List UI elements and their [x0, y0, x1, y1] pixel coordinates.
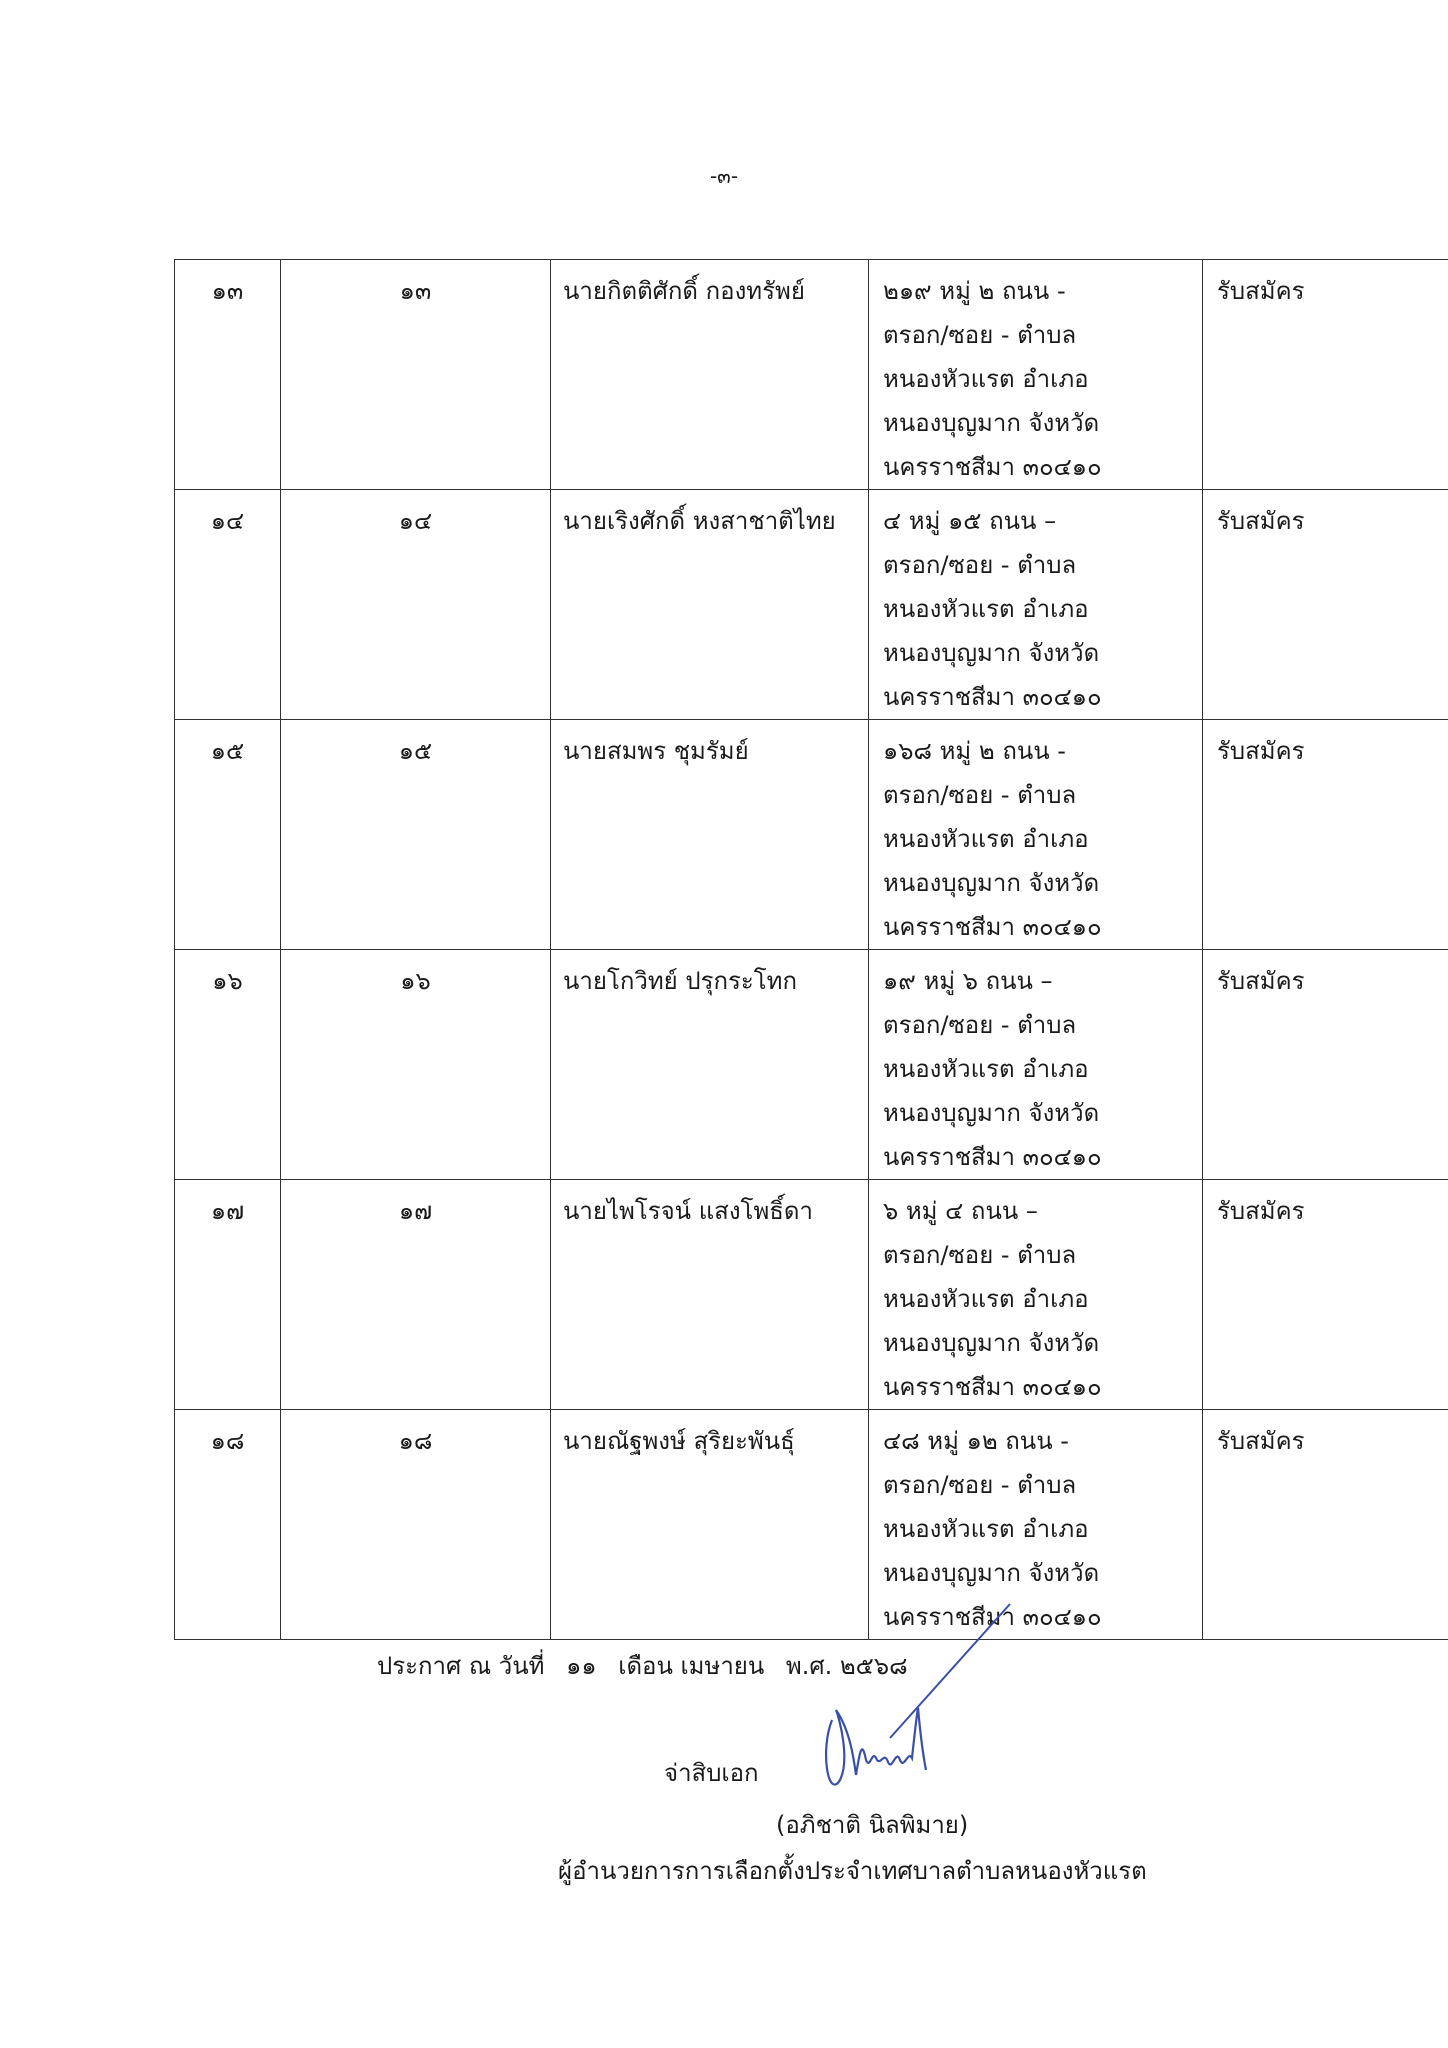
row-index-cell: [175, 720, 281, 950]
table-row: [175, 1180, 1448, 1410]
candidate-name-cell: [551, 490, 869, 720]
status-cell-text: รับสมัคร: [1217, 277, 1305, 305]
address-line: ตรอก/ซอย - ตำบล: [883, 1241, 1077, 1269]
address-line: ๑๖๘ หมู่ ๒ ถนน -: [883, 737, 1066, 765]
status-cell: [1203, 260, 1448, 490]
address-line: หนองบุญมาก จังหวัด: [883, 409, 1100, 437]
address-line: หนองบุญมาก จังหวัด: [883, 1559, 1100, 1587]
address-line: ตรอก/ซอย - ตำบล: [883, 781, 1077, 809]
table-row: [175, 720, 1448, 950]
address-lines: [883, 260, 1202, 489]
status-cell-text: รับสมัคร: [1217, 1427, 1305, 1455]
address-line: ๒๑๙ หมู่ ๒ ถนน -: [883, 277, 1066, 305]
page-number: -๓-: [709, 164, 739, 188]
candidate-name-cell: [551, 260, 869, 490]
address-line: ตรอก/ซอย - ตำบล: [883, 551, 1077, 579]
date-month: เดือน เมษายน: [618, 1652, 765, 1680]
row-index-cell-text: ๑๕: [210, 737, 245, 765]
candidate-address-cell: [869, 1180, 1203, 1410]
table-row: [175, 950, 1448, 1180]
candidate-name-cell-text: นายโกวิทย์ ปรุกระโทก: [563, 967, 798, 995]
address-lines: [883, 1180, 1202, 1409]
candidate-number-cell-text: ๑๘: [398, 1427, 433, 1455]
address-line: นครราชสีมา ๓๐๔๑๐: [883, 1143, 1102, 1171]
status-cell: [1203, 950, 1448, 1180]
address-line: ๔ หมู่ ๑๕ ถนน –: [883, 507, 1057, 535]
row-index-cell: [175, 1410, 281, 1640]
candidate-name-cell-text: นายไพโรจน์ แสงโพธิ์ดา: [563, 1197, 813, 1225]
status-cell: [1203, 1410, 1448, 1640]
candidate-table-body: [175, 260, 1448, 1640]
address-line: ๔๘ หมู่ ๑๒ ถนน -: [883, 1427, 1069, 1455]
row-index-cell-text: ๑๓: [211, 277, 244, 305]
signer-rank: จ่าสิบเอก: [664, 1759, 759, 1787]
signer-title: ผู้อำนวยการการเลือกตั้งประจำเทศบาลตำบลหนองหัวแรต: [558, 1857, 1147, 1885]
candidate-number-cell: [281, 1180, 551, 1410]
address-lines: [883, 490, 1202, 719]
candidate-name-cell-text: นายสมพร ชุมรัมย์: [563, 737, 749, 765]
address-line: หนองหัวแรต อำเภอ: [883, 595, 1089, 623]
date-day: ๑๑: [566, 1652, 597, 1680]
candidate-number-cell: [281, 1410, 551, 1640]
candidate-name-cell: [551, 950, 869, 1180]
address-lines: [883, 950, 1202, 1179]
candidate-name-cell-text: นายกิตติศักดิ์ กองทรัพย์: [563, 277, 805, 305]
row-index-cell-text: ๑๔: [210, 507, 245, 535]
candidate-address-cell: [869, 950, 1203, 1180]
status-cell-text: รับสมัคร: [1217, 737, 1305, 765]
row-index-cell-text: ๑๖: [212, 967, 243, 995]
signer-name: (อภิชาติ นิลพิมาย): [776, 1811, 969, 1839]
address-line: หนองบุญมาก จังหวัด: [883, 1329, 1100, 1357]
candidate-number-cell-text: ๑๕: [398, 737, 433, 765]
status-cell: [1203, 490, 1448, 720]
date-prefix: ประกาศ ณ วันที่: [377, 1652, 545, 1680]
address-line: นครราชสีมา ๓๐๔๑๐: [883, 1603, 1102, 1631]
candidate-number-cell: [281, 490, 551, 720]
candidate-number-cell-text: ๑๖: [400, 967, 431, 995]
row-index-cell: [175, 950, 281, 1180]
candidate-address-cell: [869, 720, 1203, 950]
row-index-cell: [175, 260, 281, 490]
address-line: หนองบุญมาก จังหวัด: [883, 869, 1100, 897]
candidate-name-cell-text: นายเริงศักดิ์ หงสาชาติไทย: [563, 507, 836, 535]
status-cell-text: รับสมัคร: [1217, 967, 1305, 995]
date-year: พ.ศ. ๒๕๖๘: [785, 1652, 908, 1680]
address-line: หนองบุญมาก จังหวัด: [883, 639, 1100, 667]
address-line: ตรอก/ซอย - ตำบล: [883, 1011, 1077, 1039]
address-line: ๑๙ หมู่ ๖ ถนน –: [883, 967, 1053, 995]
status-cell-text: รับสมัคร: [1217, 507, 1305, 535]
candidate-number-cell-text: ๑๓: [399, 277, 432, 305]
address-line: นครราชสีมา ๓๐๔๑๐: [883, 1373, 1102, 1401]
candidate-address-cell: [869, 490, 1203, 720]
row-index-cell-text: ๑๘: [210, 1427, 245, 1455]
address-line: นครราชสีมา ๓๐๔๑๐: [883, 683, 1102, 711]
address-line: หนองหัวแรต อำเภอ: [883, 1055, 1089, 1083]
table-row: [175, 260, 1448, 490]
candidate-number-cell-text: ๑๔: [398, 507, 433, 535]
address-line: ๖ หมู่ ๔ ถนน –: [883, 1197, 1038, 1225]
candidate-number-cell: [281, 260, 551, 490]
row-index-cell: [175, 1180, 281, 1410]
address-line: หนองหัวแรต อำเภอ: [883, 365, 1089, 393]
candidate-name-cell: [551, 720, 869, 950]
table-row: [175, 490, 1448, 720]
address-line: นครราชสีมา ๓๐๔๑๐: [883, 453, 1102, 481]
status-cell: [1203, 720, 1448, 950]
candidate-number-cell: [281, 950, 551, 1180]
row-index-cell-text: ๑๗: [210, 1197, 245, 1225]
candidate-number-cell-text: ๑๗: [398, 1197, 433, 1225]
candidate-number-cell: [281, 720, 551, 950]
status-cell: [1203, 1180, 1448, 1410]
status-cell-text: รับสมัคร: [1217, 1197, 1305, 1225]
address-line: หนองหัวแรต อำเภอ: [883, 1515, 1089, 1543]
candidate-address-cell: [869, 260, 1203, 490]
address-line: หนองบุญมาก จังหวัด: [883, 1099, 1100, 1127]
signature: [810, 1600, 1030, 1800]
address-line: ตรอก/ซอย - ตำบล: [883, 1471, 1077, 1499]
address-line: หนองหัวแรต อำเภอ: [883, 825, 1089, 853]
address-lines: [883, 720, 1202, 949]
address-line: ตรอก/ซอย - ตำบล: [883, 321, 1077, 349]
address-line: นครราชสีมา ๓๐๔๑๐: [883, 913, 1102, 941]
candidate-table: [174, 259, 1448, 1640]
address-line: หนองหัวแรต อำเภอ: [883, 1285, 1089, 1313]
candidate-name-cell: [551, 1180, 869, 1410]
row-index-cell: [175, 490, 281, 720]
candidate-name-cell-text: นายณัฐพงษ์ สุริยะพันธุ์: [563, 1427, 795, 1455]
